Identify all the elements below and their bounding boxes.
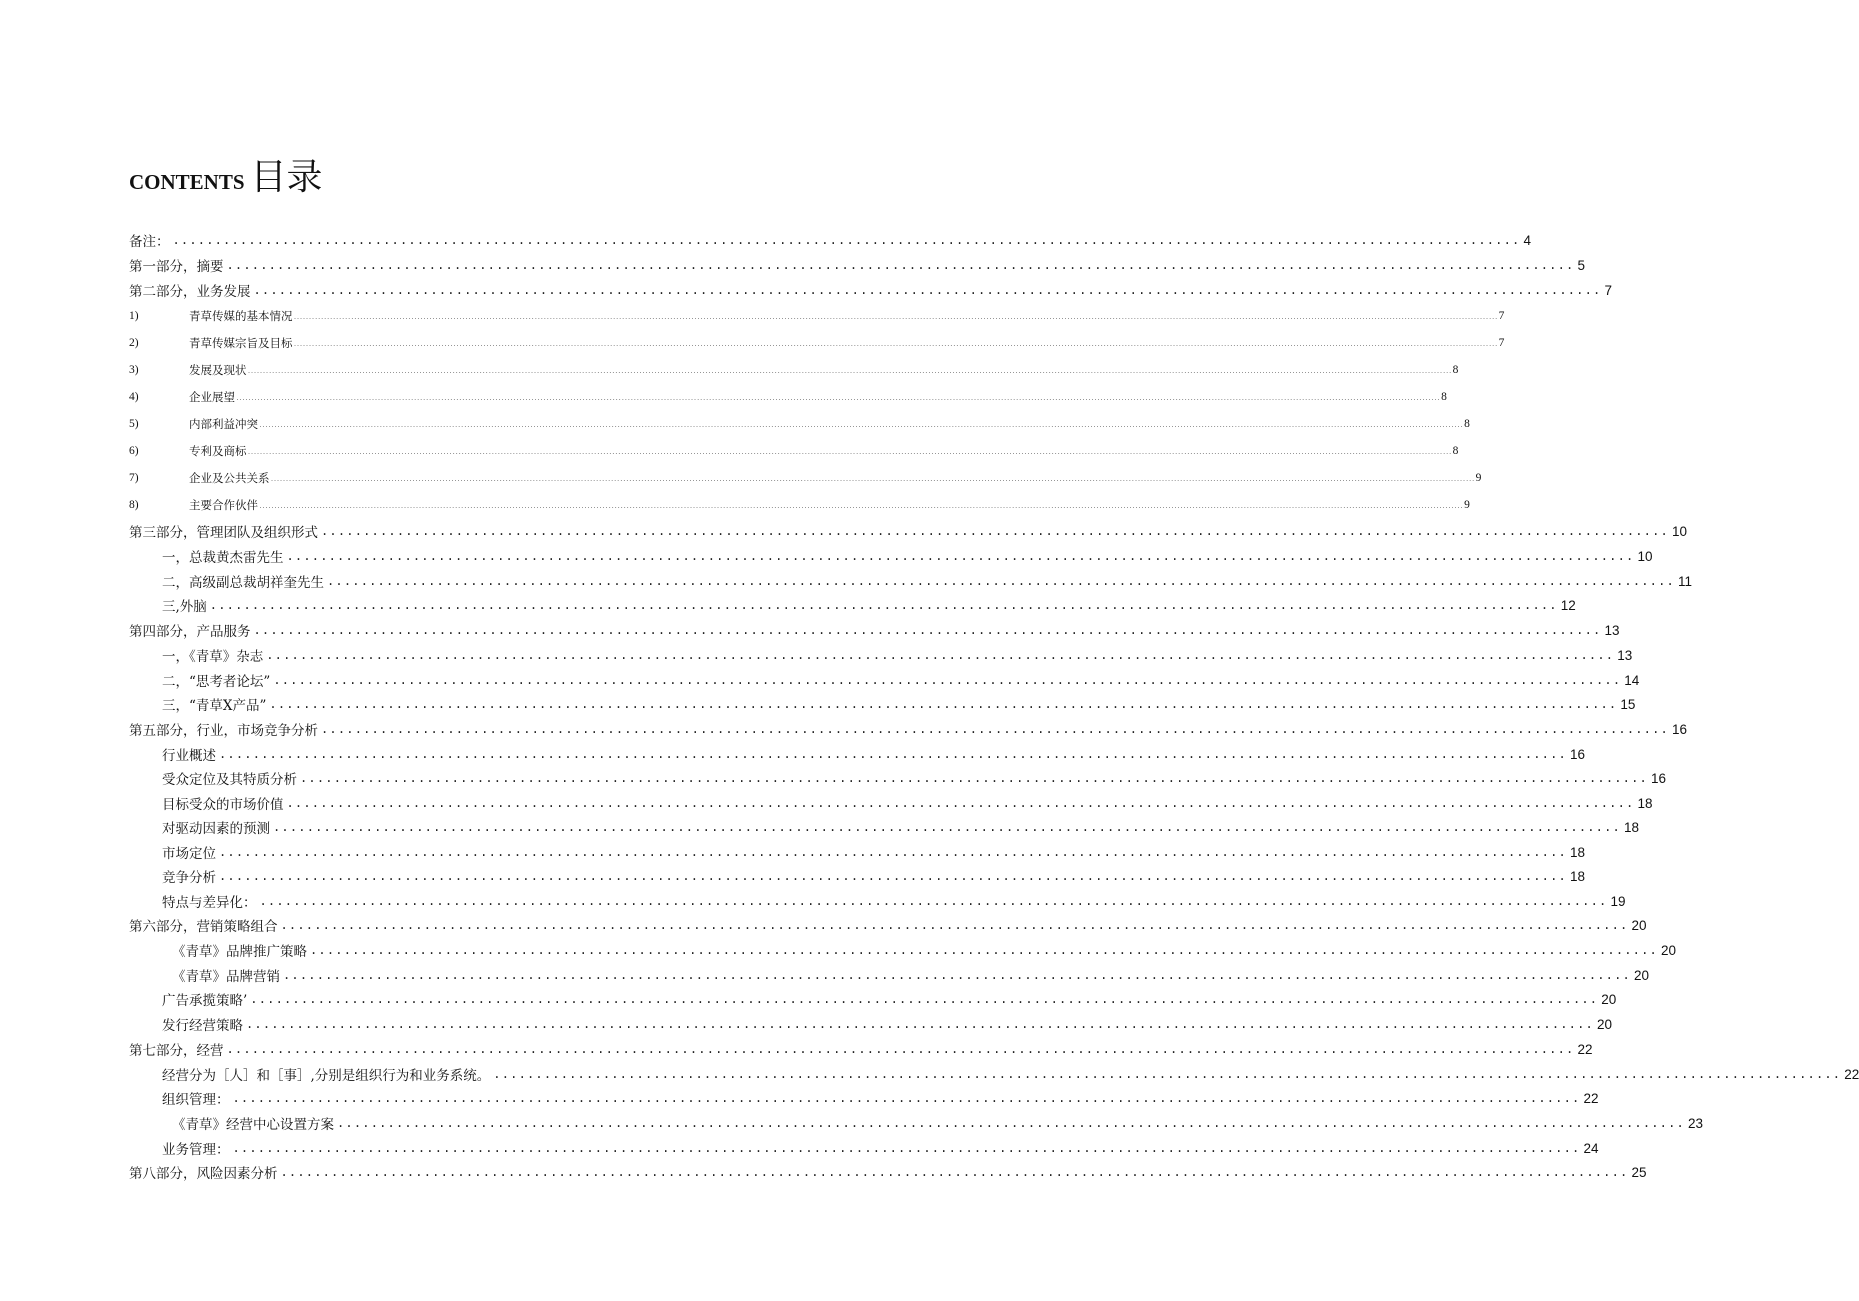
toc-dot-leader: ................................................................................................................................................................ <box>253 283 1602 297</box>
toc-dot-leader: ................................................................................................................................................................ <box>253 623 1602 637</box>
toc-entry-page-number: 16 <box>1650 770 1666 786</box>
toc-entry-label: 业务管理： <box>162 1142 230 1158</box>
toc-entry-page-number: 24 <box>1583 1140 1599 1156</box>
toc-dot-leader: ................................................................................................................................................................................................................................................................................................................................................................................................................ <box>259 504 1464 510</box>
toc-dot-leader: ................................................................................................................................................................ <box>226 1042 1575 1056</box>
toc-entry-label: 发行经营策略 <box>162 1018 243 1034</box>
toc-entry-label: 行业概述 <box>162 748 216 764</box>
toc-entry-page-number: 8 <box>1464 418 1470 430</box>
page-title <box>129 157 323 198</box>
toc-dot-leader: ................................................................................................................................................................ <box>232 1141 1581 1155</box>
toc-dot-leader: ................................................................................................................................................................ <box>226 258 1575 272</box>
toc-entry-page-number: 18 <box>1569 868 1585 884</box>
toc-dot-leader: ................................................................................................................................................................ <box>286 549 1635 563</box>
toc-entry-page-number: 10 <box>1671 523 1687 539</box>
toc-dot-leader: ................................................................................................................................................................ <box>259 894 1608 908</box>
toc-entry-label: 发展及现状 <box>189 363 247 377</box>
toc-entry-label: 受众定位及其特质分析 <box>162 772 297 788</box>
toc-entry-label: 第四部分，产品服务 <box>129 624 251 640</box>
toc-dot-leader: ................................................................................................................................................................ <box>219 747 1567 761</box>
toc-entry-label: 三，“青草X产品” <box>162 698 267 714</box>
toc-entry-page-number: 8 <box>1441 391 1447 403</box>
toc-dot-leader: ................................................................................................................................................................ <box>493 1067 1842 1081</box>
toc-entry-label: 《青草》经营中心设置方案 <box>172 1117 334 1133</box>
toc-dot-leader: ................................................................................................................................................................ <box>283 968 1631 982</box>
toc-entry-page-number: 5 <box>1577 257 1585 273</box>
toc-entry[interactable] <box>162 693 1636 715</box>
toc-entry[interactable] <box>162 841 1585 863</box>
toc-dot-leader: ................................................................................................................................................................ <box>172 233 1521 247</box>
toc-entry[interactable] <box>162 890 1626 912</box>
toc-entry-label: 二，“思考者论坛” <box>162 674 271 690</box>
toc-entry-index: 6) <box>129 445 139 457</box>
toc-entry-page-number: 13 <box>1617 647 1633 663</box>
toc-entry[interactable] <box>129 494 1470 516</box>
toc-entry-label: 专利及商标 <box>189 444 247 458</box>
toc-entry-label: 《青草》品牌营销 <box>172 969 280 985</box>
toc-entry-label: 第一部分，摘要 <box>129 259 224 275</box>
toc-entry[interactable] <box>162 1013 1612 1035</box>
toc-entry-index: 5) <box>129 418 139 430</box>
toc-entry-page-number: 4 <box>1523 232 1531 248</box>
toc-entry[interactable] <box>172 1112 1703 1134</box>
toc-entry[interactable] <box>129 440 1459 462</box>
toc-entry-label: 组织管理： <box>162 1092 230 1108</box>
toc-entry-index: 7) <box>129 472 139 484</box>
toc-entry-label: 主要合作伙伴 <box>189 498 258 512</box>
toc-entry-label: 第七部分，经营 <box>129 1043 224 1059</box>
toc-entry[interactable] <box>129 914 1647 936</box>
toc-entry[interactable] <box>129 1038 1593 1060</box>
toc-entry-label: 青草传媒的基本情况 <box>189 309 293 323</box>
toc-entry-page-number: 9 <box>1475 472 1482 484</box>
toc-entry-label: 广告承揽策略’ <box>162 993 248 1009</box>
toc-entry[interactable] <box>129 279 1612 301</box>
toc-dot-leader: ................................................................................................................................................................ <box>250 992 1599 1006</box>
toc-entry[interactable] <box>172 939 1676 961</box>
toc-entry-page-number: 16 <box>1569 746 1585 762</box>
toc-entry[interactable] <box>129 229 1531 251</box>
toc-dot-leader: ................................................................................................................................................................ <box>219 869 1567 883</box>
toc-entry-page-number: 19 <box>1610 893 1626 909</box>
toc-entry-page-number: 18 <box>1569 844 1585 860</box>
toc-entry[interactable] <box>129 386 1447 408</box>
toc-entry-label: 第三部分，管理团队及组织形式 <box>129 525 318 541</box>
toc-entry-page-number: 7 <box>1498 337 1505 349</box>
toc-entry-page-number: 8 <box>1452 364 1459 376</box>
toc-entry-page-number: 20 <box>1633 967 1649 983</box>
toc-entry-page-number: 22 <box>1577 1041 1593 1057</box>
toc-dot-leader: ................................................................................................................................................................ <box>321 722 1669 736</box>
toc-entry-page-number: 20 <box>1596 1016 1612 1032</box>
toc-entry-label: 二，高级副总裁胡祥奎先生 <box>162 575 324 591</box>
toc-dot-leader: ................................................................................................................................................................ <box>219 845 1567 859</box>
toc-entry-page-number: 22 <box>1844 1066 1859 1082</box>
toc-entry-index: 4) <box>129 391 139 403</box>
toc-entry-label: 一，《青草》杂志 <box>162 649 264 665</box>
toc-dot-leader: ................................................................................................................................................................................................................................................................................................................................................................................................................ <box>259 423 1464 429</box>
toc-entry-index: 3) <box>129 364 139 376</box>
toc-entry[interactable] <box>162 644 1633 666</box>
title-english: CONTENTS <box>129 170 245 194</box>
toc-entry[interactable] <box>129 332 1505 354</box>
toc-entry-label: 经营分为［人］和［事］,分别是组织行为和业务系统。 <box>162 1068 491 1084</box>
toc-dot-leader: ................................................................................................................................................................ <box>232 1091 1581 1105</box>
title-chinese: 目录 <box>250 157 323 198</box>
toc-entry-label: 第六部分，营销策略组合 <box>129 919 278 935</box>
toc-entry[interactable] <box>162 1087 1599 1109</box>
toc-entry[interactable] <box>129 254 1585 276</box>
toc-dot-leader: ................................................................................................................................................................ <box>286 796 1635 810</box>
toc-entry[interactable] <box>162 1137 1599 1159</box>
toc-dot-leader: ................................................................................................................................................................ <box>273 673 1622 687</box>
toc-entry[interactable] <box>162 767 1666 789</box>
toc-entry-page-number: 18 <box>1623 819 1639 835</box>
toc-dot-leader: ................................................................................................................................................................................................................................................................................................................................................................................................................ <box>270 477 1475 483</box>
toc-entry[interactable] <box>162 816 1639 838</box>
toc-dot-leader: ................................................................................................................................................................................................................................................................................................................................................................................................................ <box>247 450 1452 456</box>
toc-entry-label: 内部利益冲突 <box>189 417 258 431</box>
toc-entry[interactable] <box>172 964 1649 986</box>
toc-dot-leader: ................................................................................................................................................................ <box>337 1116 1685 1130</box>
toc-entry-label: 企业展望 <box>189 390 235 404</box>
toc-entry-label: 市场定位 <box>162 846 216 862</box>
toc-dot-leader: ................................................................................................................................................................................................................................................................................................................................................................................................................ <box>236 396 1441 402</box>
toc-entry-page-number: 20 <box>1631 917 1647 933</box>
toc-dot-leader: ................................................................................................................................................................................................................................................................................................................................................................................................................ <box>247 369 1452 375</box>
toc-entry-label: 竞争分析 <box>162 870 216 886</box>
toc-entry[interactable] <box>162 594 1576 616</box>
toc-dot-leader: ................................................................................................................................................................ <box>269 697 1618 711</box>
toc-entry[interactable] <box>129 467 1482 489</box>
toc-entry-page-number: 18 <box>1637 795 1653 811</box>
toc-dot-leader: ................................................................................................................................................................ <box>327 574 1675 588</box>
toc-entry-page-number: 14 <box>1624 672 1640 688</box>
toc-entry-label: 一，总裁黄杰雷先生 <box>162 550 284 566</box>
toc-entry-label: 第五部分，行业，市场竞争分析 <box>129 723 318 739</box>
toc-dot-leader: ................................................................................................................................................................ <box>280 1165 1629 1179</box>
toc-dot-leader: ................................................................................................................................................................ <box>209 598 1558 612</box>
toc-entry-page-number: 13 <box>1604 622 1620 638</box>
toc-entry[interactable] <box>129 359 1459 381</box>
toc-entry[interactable] <box>162 545 1653 567</box>
toc-dot-leader: ................................................................................................................................................................ <box>280 918 1629 932</box>
toc-entry-page-number: 12 <box>1560 597 1576 613</box>
toc-entry-label: 目标受众的市场价值 <box>162 797 284 813</box>
toc-entry-label: 特点与差异化： <box>162 895 257 911</box>
toc-entry-label: 第二部分，业务发展 <box>129 284 251 300</box>
toc-entry[interactable] <box>162 792 1653 814</box>
toc-entry-index: 8) <box>129 499 139 511</box>
toc-entry-page-number: 20 <box>1601 991 1617 1007</box>
toc-entry[interactable] <box>129 305 1505 327</box>
toc-entry-label: 企业及公共关系 <box>189 471 270 485</box>
toc-dot-leader: ................................................................................................................................................................ <box>273 820 1621 834</box>
toc-entry-page-number: 7 <box>1604 282 1612 298</box>
toc-entry-page-number: 25 <box>1631 1164 1647 1180</box>
toc-entry[interactable] <box>162 743 1585 765</box>
toc-entry[interactable] <box>162 669 1640 691</box>
toc-entry-page-number: 11 <box>1677 573 1692 589</box>
toc-entry[interactable] <box>129 413 1470 435</box>
toc-entry-page-number: 16 <box>1671 721 1687 737</box>
toc-entry-label: 备注： <box>129 234 170 250</box>
toc-entry[interactable] <box>162 570 1692 592</box>
toc-dot-leader: ................................................................................................................................................................ <box>246 1017 1594 1031</box>
toc-entry-page-number: 8 <box>1452 445 1459 457</box>
toc-entry-page-number: 20 <box>1660 942 1676 958</box>
toc-entry[interactable] <box>162 988 1617 1010</box>
toc-entry[interactable] <box>129 619 1620 641</box>
toc-dot-leader: ................................................................................................................................................................ <box>266 648 1615 662</box>
toc-entry[interactable] <box>162 865 1585 887</box>
toc-entry-page-number: 10 <box>1637 548 1653 564</box>
toc-entry-index: 1) <box>129 310 139 322</box>
toc-dot-leader: ................................................................................................................................................................ <box>310 943 1658 957</box>
toc-entry-page-number: 9 <box>1464 499 1470 511</box>
toc-entry-label: 《青草》品牌推广策略 <box>172 944 307 960</box>
toc-entry[interactable] <box>129 718 1687 740</box>
toc-entry-page-number: 22 <box>1583 1090 1599 1106</box>
toc-entry-index: 2) <box>129 337 139 349</box>
toc-entry-label: 第八部分，风险因素分析 <box>129 1166 278 1182</box>
toc-entry-label: 青草传媒宗旨及目标 <box>189 336 293 350</box>
toc-entry-page-number: 15 <box>1620 696 1636 712</box>
toc-dot-leader: ................................................................................................................................................................................................................................................................................................................................................................................................................ <box>293 342 1498 348</box>
toc-entry-page-number: 7 <box>1498 310 1505 322</box>
toc-dot-leader: ................................................................................................................................................................................................................................................................................................................................................................................................................ <box>293 315 1498 321</box>
toc-entry-page-number: 23 <box>1687 1115 1703 1131</box>
toc-entry[interactable] <box>162 1063 1859 1085</box>
toc-dot-leader: ................................................................................................................................................................ <box>321 524 1669 538</box>
toc-dot-leader: ................................................................................................................................................................ <box>300 771 1648 785</box>
toc-entry[interactable] <box>129 1161 1647 1183</box>
toc-entry[interactable] <box>129 520 1687 542</box>
toc-entry-label: 对驱动因素的预测 <box>162 821 270 837</box>
toc-entry-label: 三,外脑 <box>162 599 207 615</box>
